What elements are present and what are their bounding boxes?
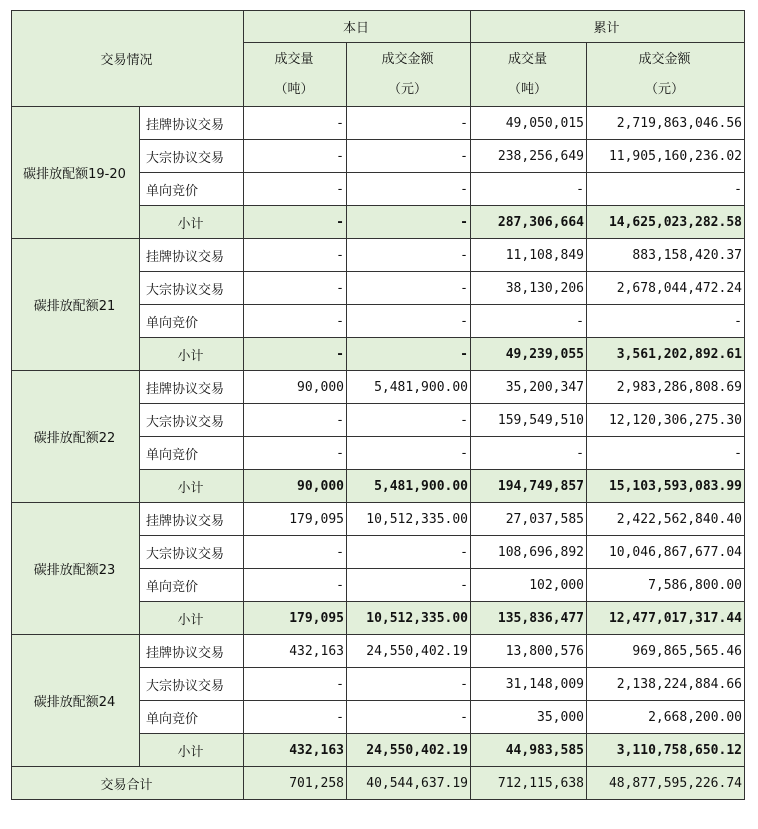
cumulative-amount: 2,668,200.00 xyxy=(587,701,745,734)
subtotal-today-volume: 179,095 xyxy=(244,602,347,635)
group-name: 碳排放配额24 xyxy=(12,635,140,767)
subtotal-today-volume: - xyxy=(244,206,347,239)
cumulative-amount: - xyxy=(587,437,745,470)
row-label: 大宗协议交易 xyxy=(140,272,244,305)
today-volume: - xyxy=(244,239,347,272)
total-row xyxy=(12,767,745,800)
cumulative-volume: 35,200,347 xyxy=(471,371,587,404)
total-today-amount: 40,544,637.19 xyxy=(347,767,471,800)
cumulative-volume: - xyxy=(471,305,587,338)
cumulative-amount: - xyxy=(587,305,745,338)
cumulative-volume: 49,050,015 xyxy=(471,107,587,140)
subtotal-today-amount: 5,481,900.00 xyxy=(347,470,471,503)
today-volume: - xyxy=(244,536,347,569)
table-row xyxy=(12,503,745,536)
group-name: 碳排放配额19-20 xyxy=(12,107,140,239)
row-label: 挂牌协议交易 xyxy=(140,635,244,668)
subtotal-label: 小计 xyxy=(140,206,244,239)
subtotal-cumulative-amount: 14,625,023,282.58 xyxy=(587,206,745,239)
cumulative-amount: 10,046,867,677.04 xyxy=(587,536,745,569)
today-amount: 10,512,335.00 xyxy=(347,503,471,536)
today-amount: - xyxy=(347,536,471,569)
header-volume-label: 成交量 xyxy=(274,51,314,67)
cumulative-volume: - xyxy=(471,173,587,206)
row-label: 单向竞价 xyxy=(140,173,244,206)
header-volume-unit: （吨） xyxy=(274,81,314,97)
header-amount-unit: （元） xyxy=(644,81,684,97)
header-cumulative: 累计 xyxy=(471,11,745,43)
header-volume-unit: （吨） xyxy=(507,81,547,97)
cumulative-amount: 969,865,565.46 xyxy=(587,635,745,668)
table-row xyxy=(12,107,745,140)
subtotal-label: 小计 xyxy=(140,470,244,503)
today-amount: - xyxy=(347,701,471,734)
cumulative-volume: 13,800,576 xyxy=(471,635,587,668)
subtotal-today-volume: 90,000 xyxy=(244,470,347,503)
trading-summary-table xyxy=(11,10,745,800)
cumulative-amount: 2,678,044,472.24 xyxy=(587,272,745,305)
header-trade-situation: 交易情况 xyxy=(12,11,244,107)
subtotal-today-volume: 432,163 xyxy=(244,734,347,767)
header-row-1 xyxy=(12,11,745,43)
row-label: 挂牌协议交易 xyxy=(140,503,244,536)
row-label: 挂牌协议交易 xyxy=(140,107,244,140)
row-label: 单向竞价 xyxy=(140,437,244,470)
cumulative-amount: 2,983,286,808.69 xyxy=(587,371,745,404)
row-label: 大宗协议交易 xyxy=(140,536,244,569)
trading-summary-container xyxy=(11,10,745,800)
today-volume: - xyxy=(244,173,347,206)
subtotal-cumulative-amount: 3,561,202,892.61 xyxy=(587,338,745,371)
header-volume-label: 成交量 xyxy=(507,51,547,67)
table-row xyxy=(12,239,745,272)
today-amount: - xyxy=(347,107,471,140)
today-amount: - xyxy=(347,569,471,602)
table-row xyxy=(12,635,745,668)
subtotal-today-volume: - xyxy=(244,338,347,371)
header-today-volume xyxy=(244,43,347,107)
today-volume: - xyxy=(244,404,347,437)
today-volume: - xyxy=(244,701,347,734)
header-today-amount xyxy=(347,43,471,107)
cumulative-amount: - xyxy=(587,173,745,206)
row-label: 大宗协议交易 xyxy=(140,140,244,173)
today-amount: 24,550,402.19 xyxy=(347,635,471,668)
row-label: 单向竞价 xyxy=(140,305,244,338)
subtotal-today-amount: - xyxy=(347,206,471,239)
today-volume: - xyxy=(244,107,347,140)
row-label: 挂牌协议交易 xyxy=(140,239,244,272)
total-cumulative-volume: 712,115,638 xyxy=(471,767,587,800)
cumulative-volume: 27,037,585 xyxy=(471,503,587,536)
today-volume: - xyxy=(244,140,347,173)
cumulative-amount: 2,422,562,840.40 xyxy=(587,503,745,536)
cumulative-volume: 159,549,510 xyxy=(471,404,587,437)
subtotal-today-amount: 10,512,335.00 xyxy=(347,602,471,635)
group-name: 碳排放配额22 xyxy=(12,371,140,503)
today-amount: - xyxy=(347,272,471,305)
today-volume: - xyxy=(244,272,347,305)
subtotal-cumulative-volume: 135,836,477 xyxy=(471,602,587,635)
header-cum-amount xyxy=(587,43,745,107)
cumulative-amount: 2,138,224,884.66 xyxy=(587,668,745,701)
subtotal-label: 小计 xyxy=(140,602,244,635)
cumulative-volume: 11,108,849 xyxy=(471,239,587,272)
subtotal-cumulative-volume: 44,983,585 xyxy=(471,734,587,767)
subtotal-label: 小计 xyxy=(140,338,244,371)
subtotal-cumulative-amount: 3,110,758,650.12 xyxy=(587,734,745,767)
today-amount: 5,481,900.00 xyxy=(347,371,471,404)
today-amount: - xyxy=(347,668,471,701)
today-amount: - xyxy=(347,173,471,206)
subtotal-cumulative-volume: 194,749,857 xyxy=(471,470,587,503)
cumulative-volume: 102,000 xyxy=(471,569,587,602)
total-today-volume: 701,258 xyxy=(244,767,347,800)
subtotal-today-amount: 24,550,402.19 xyxy=(347,734,471,767)
row-label: 挂牌协议交易 xyxy=(140,371,244,404)
subtotal-today-amount: - xyxy=(347,338,471,371)
cumulative-volume: 238,256,649 xyxy=(471,140,587,173)
cumulative-volume: 38,130,206 xyxy=(471,272,587,305)
group-name: 碳排放配额21 xyxy=(12,239,140,371)
today-volume: 432,163 xyxy=(244,635,347,668)
subtotal-cumulative-amount: 12,477,017,317.44 xyxy=(587,602,745,635)
total-cumulative-amount: 48,877,595,226.74 xyxy=(587,767,745,800)
today-amount: - xyxy=(347,305,471,338)
cumulative-volume: 108,696,892 xyxy=(471,536,587,569)
header-amount-unit: （元） xyxy=(387,81,427,97)
cumulative-volume: 31,148,009 xyxy=(471,668,587,701)
today-amount: - xyxy=(347,404,471,437)
cumulative-volume: - xyxy=(471,437,587,470)
subtotal-label: 小计 xyxy=(140,734,244,767)
row-label: 单向竞价 xyxy=(140,569,244,602)
group-name: 碳排放配额23 xyxy=(12,503,140,635)
header-amount-label: 成交金额 xyxy=(381,51,434,67)
row-label: 大宗协议交易 xyxy=(140,668,244,701)
header-cum-volume xyxy=(471,43,587,107)
today-volume: - xyxy=(244,668,347,701)
today-volume: - xyxy=(244,569,347,602)
cumulative-amount: 12,120,306,275.30 xyxy=(587,404,745,437)
today-volume: 90,000 xyxy=(244,371,347,404)
header-today: 本日 xyxy=(244,11,471,43)
cumulative-volume: 35,000 xyxy=(471,701,587,734)
subtotal-cumulative-volume: 49,239,055 xyxy=(471,338,587,371)
today-amount: - xyxy=(347,140,471,173)
today-amount: - xyxy=(347,239,471,272)
today-volume: 179,095 xyxy=(244,503,347,536)
subtotal-cumulative-amount: 15,103,593,083.99 xyxy=(587,470,745,503)
row-label: 单向竞价 xyxy=(140,701,244,734)
cumulative-amount: 7,586,800.00 xyxy=(587,569,745,602)
cumulative-amount: 2,719,863,046.56 xyxy=(587,107,745,140)
total-label: 交易合计 xyxy=(12,767,244,800)
subtotal-cumulative-volume: 287,306,664 xyxy=(471,206,587,239)
today-volume: - xyxy=(244,305,347,338)
today-volume: - xyxy=(244,437,347,470)
cumulative-amount: 11,905,160,236.02 xyxy=(587,140,745,173)
today-amount: - xyxy=(347,437,471,470)
row-label: 大宗协议交易 xyxy=(140,404,244,437)
cumulative-amount: 883,158,420.37 xyxy=(587,239,745,272)
header-amount-label: 成交金额 xyxy=(638,51,691,67)
table-row xyxy=(12,371,745,404)
